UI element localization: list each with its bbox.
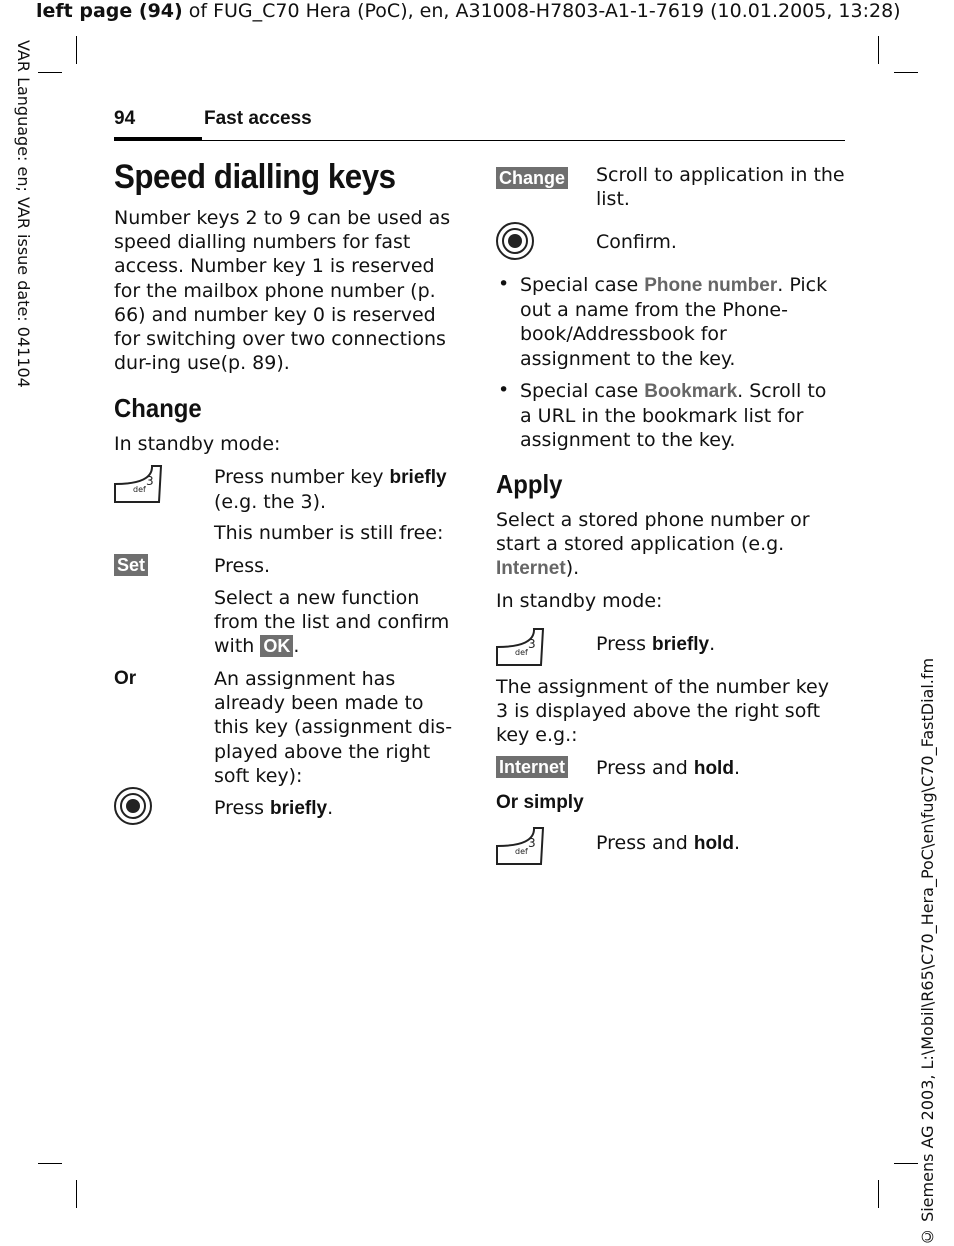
number-key-3-icon — [113, 462, 165, 508]
standby-label: In standby mode: — [114, 433, 281, 455]
crop-mark — [894, 1163, 918, 1164]
special-case-phone-number: Special case Phone number. Pick out a name from the Phone-book/Addressbook for assignment to the key. — [520, 274, 828, 370]
svg-text:def: def — [133, 485, 146, 494]
svg-text:def: def — [515, 847, 528, 856]
crop-mark — [76, 36, 77, 64]
apply-description: Select a stored phone number or start a stored application (e.g. Internet). — [496, 509, 810, 580]
navigation-key-icon — [114, 787, 152, 825]
ok-softkey: OK — [260, 635, 293, 657]
svg-text:3: 3 — [528, 836, 536, 850]
still-free-text: This number is still free: — [214, 522, 444, 544]
scroll-text: Scroll to application in the list. — [596, 164, 845, 211]
crop-mark — [878, 1180, 879, 1208]
or-label: Or — [114, 668, 137, 689]
apply-press-briefly-text: Press briefly. — [596, 633, 716, 655]
svg-text:3: 3 — [528, 637, 536, 651]
press-text: Press. — [214, 555, 271, 577]
bullet-dot: • — [498, 379, 510, 401]
intro-paragraph: Number keys 2 to 9 can be used as speed dialling numbers for fast access. Number key 1 is reserved for the mailbox phone number (p. 66) and number key 0 is reserved for switching over two connections dur-ing use(p. 89). — [114, 207, 451, 375]
svg-text:3: 3 — [146, 474, 154, 488]
press-briefly-text: Press briefly. — [214, 797, 334, 819]
press-and-hold-text: Press and hold. — [596, 832, 740, 854]
header-rule — [114, 140, 845, 141]
svg-text:def: def — [515, 648, 528, 657]
page-title: Speed dialling keys — [114, 158, 396, 196]
press-and-hold-text: Press and hold. — [596, 757, 740, 779]
section-title: Fast access — [204, 108, 312, 129]
change-heading: Change — [114, 393, 202, 423]
side-file-path: © Siemens AG 2003, L:\Mobil\R65\C70_Hera_PoC\en\fug\C70_FastDial.fm — [918, 657, 937, 1246]
assignment-display-text: The assignment of the number key 3 is displayed above the right soft key e.g.: — [496, 676, 829, 747]
confirm-text: Confirm. — [596, 231, 677, 253]
change-softkey: Change — [496, 167, 568, 189]
side-language-text: VAR Language: en; VAR issue date: 041104 — [14, 40, 33, 388]
page-number: 94 — [114, 108, 136, 129]
number-key-3-icon — [495, 824, 547, 870]
or-simply-label: Or simply — [496, 792, 584, 813]
navigation-key-icon — [496, 222, 534, 260]
crop-mark — [878, 36, 879, 64]
crop-mark — [894, 72, 918, 73]
apply-heading: Apply — [496, 469, 563, 499]
press-number-key-text: Press number key briefly (e.g. the 3). — [214, 466, 447, 514]
internet-softkey: Internet — [496, 756, 568, 778]
crop-mark — [38, 1163, 62, 1164]
crop-mark — [76, 1180, 77, 1208]
apply-standby-label: In standby mode: — [496, 590, 663, 612]
special-case-bookmark: Special case Bookmark. Scroll to a URL in the bookmark list for assignment to the key. — [520, 380, 827, 452]
bullet-dot: • — [498, 273, 510, 295]
print-header: left page (94) of FUG_C70 Hera (PoC), en, A31008-H7803-A1-1-7619 (10.01.2005, 13:28) — [36, 0, 901, 22]
crop-mark — [38, 72, 62, 73]
assignment-text: An assignment has already been made to this key (assignment dis-played above the right soft key): — [214, 668, 453, 787]
number-key-3-icon — [495, 625, 547, 671]
set-softkey: Set — [114, 554, 148, 576]
select-function-text: Select a new function from the list and confirm with OK . — [214, 587, 450, 658]
